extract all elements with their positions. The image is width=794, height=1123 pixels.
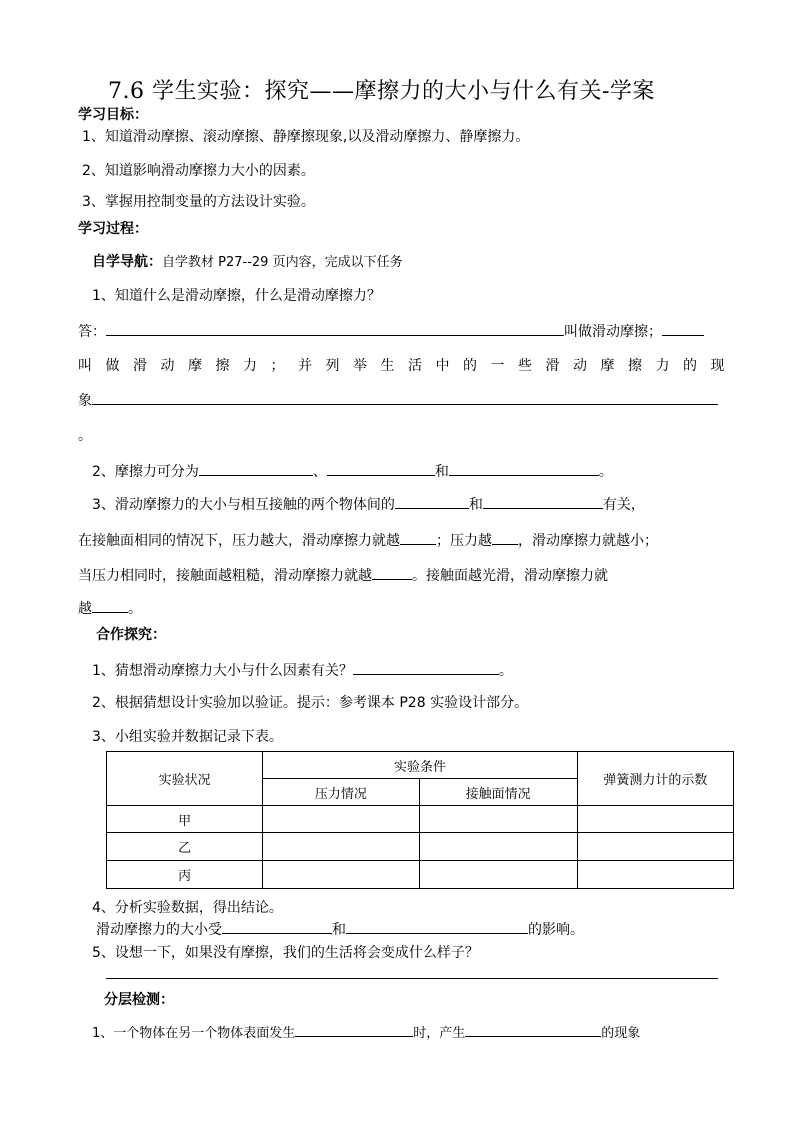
table-cell[interactable] (577, 861, 733, 889)
table-cell[interactable] (263, 806, 419, 833)
q3-end: 。 (128, 601, 142, 617)
layered-q1-a: 1、一个物体在另一个物体表面发生 (92, 1026, 296, 1041)
table-cell[interactable] (419, 806, 577, 833)
q3-blank-3[interactable] (400, 530, 436, 545)
called-friction-text: 叫做滑动摩擦； (564, 324, 662, 340)
q2-blank-2[interactable] (327, 461, 435, 476)
coop-q1 (92, 660, 513, 680)
coop-q5-answer-line[interactable] (106, 978, 718, 979)
goals-heading: 学习目标： (78, 107, 148, 123)
self-q1: 1、知道什么是滑动摩擦，什么是滑动摩擦力？ (92, 288, 381, 304)
coop-q2: 2、根据猜想设计实验加以验证。提示：参考课本 P28 实验设计部分。 (92, 695, 529, 711)
header-pressure: 压力情况 (263, 779, 419, 806)
q1-line2-text: 叫做滑动摩擦力；并列举生活中的一些滑动摩擦力的现 (78, 358, 738, 374)
coop-q4-conclusion (96, 919, 584, 939)
goal-item-1: 1、知道滑动摩擦、滚动摩擦、静摩擦现象,以及滑动摩擦力、静摩擦力。 (82, 129, 530, 145)
header-surface: 接触面情况 (419, 779, 577, 806)
table-cell[interactable] (577, 806, 733, 833)
q4-line-a: 滑动摩擦力的大小受 (96, 922, 222, 938)
coop-q1-blank[interactable] (353, 660, 499, 675)
coop-q4: 4、分析实验数据，得出结论。 (92, 900, 283, 916)
self-study-label: 自学导航： (92, 254, 162, 270)
spread-text (78, 355, 738, 375)
row-label: 甲 (107, 806, 263, 833)
layered-q1 (92, 1022, 640, 1041)
q3-related: 有关， (602, 497, 645, 513)
self-q1-answer-line (78, 321, 704, 341)
header-state: 实验状况 (107, 752, 263, 806)
q3-blank-1[interactable] (395, 494, 469, 509)
q3-l2-a: 在接触面相同的情况下，压力越大，滑动摩擦力就越 (78, 533, 400, 549)
table-cell[interactable] (419, 833, 577, 861)
table-row (107, 861, 734, 889)
q3-prefix: 3、滑动摩擦力的大小与相互接触的两个物体间的 (92, 497, 395, 513)
table-row (107, 806, 734, 833)
q4-effect: 的影响。 (528, 922, 584, 938)
page-title: 7.6 学生实验：探究——摩擦力的大小与什么有关-学案 (108, 79, 655, 104)
self-q1-line3 (78, 390, 718, 410)
coop-q3: 3、小组实验并数据记录下表。 (92, 729, 283, 745)
answer-prefix: 答： (78, 324, 106, 340)
q1-line3-prefix: 象 (78, 393, 92, 409)
q3-blank-6[interactable] (92, 598, 128, 613)
row-label: 丙 (107, 861, 263, 889)
goal-item-3: 3、掌握用控制变量的方法设计实验。 (82, 194, 315, 210)
layered-q1-blank-1[interactable] (295, 1022, 413, 1037)
self-study-guide (92, 251, 403, 271)
q2-sep1: 、 (312, 464, 327, 480)
layered-q1-c: 的现象 (601, 1026, 641, 1041)
self-q3-line3 (78, 565, 608, 585)
q2-sep2: 和 (434, 464, 449, 480)
self-q1-line2 (78, 355, 738, 375)
table-row (107, 833, 734, 861)
q2-prefix: 2、摩擦力可分为 (92, 464, 199, 480)
q3-and: 和 (468, 497, 483, 513)
header-conditions: 实验条件 (263, 752, 577, 779)
q4-blank-1[interactable] (222, 919, 332, 934)
coop-q1-text: 1、猜想滑动摩擦力大小与什么因素有关？ (92, 663, 353, 679)
q2-blank-3[interactable] (449, 461, 599, 476)
row-label: 乙 (107, 833, 263, 861)
process-heading: 学习过程： (78, 221, 148, 237)
q4-and: 和 (332, 922, 346, 938)
answer-blank-2[interactable] (662, 321, 704, 336)
q1-end-mark: 。 (78, 428, 92, 444)
header-reading: 弹簧测力计的示数 (577, 752, 733, 806)
q3-blank-5[interactable] (372, 565, 412, 580)
q2-blank-1[interactable] (199, 461, 313, 476)
coop-q5: 5、设想一下，如果没有摩擦，我们的生活将会变成什么样子？ (92, 945, 479, 961)
self-q2 (92, 461, 613, 481)
cooperation-heading: 合作探究： (96, 627, 166, 643)
goal-item-2: 2、知道影响滑动摩擦力大小的因素。 (82, 163, 315, 179)
self-q3-line1 (92, 494, 645, 514)
table-cell[interactable] (263, 833, 419, 861)
q3-l2-c: ，滑动摩擦力就越小； (518, 533, 658, 549)
q3-l2-b: ；压力越 (436, 533, 492, 549)
self-q3-line4 (78, 598, 142, 618)
q3-blank-4[interactable] (492, 530, 518, 545)
coop-q1-end: 。 (498, 663, 513, 679)
experiment-table (106, 751, 734, 889)
layered-heading: 分层检测： (104, 992, 174, 1008)
answer-blank-1[interactable] (106, 321, 564, 336)
q4-blank-2[interactable] (346, 919, 528, 934)
self-study-text: 自学教材 P27--29 页内容，完成以下任务 (162, 255, 403, 270)
q3-l3-a: 当压力相同时，接触面越粗糙，滑动摩擦力就越 (78, 568, 372, 584)
q2-end: 。 (598, 464, 613, 480)
table-cell[interactable] (419, 861, 577, 889)
q3-l4: 越 (78, 601, 92, 617)
layered-q1-blank-2[interactable] (465, 1022, 601, 1037)
self-q3-line2 (78, 530, 658, 550)
q3-l3-b: 。接触面越光滑，滑动摩擦力就 (412, 568, 608, 584)
q3-blank-2[interactable] (483, 494, 603, 509)
layered-q1-b: 时，产生 (413, 1026, 466, 1041)
phenomenon-blank[interactable] (92, 390, 718, 405)
table-cell[interactable] (577, 833, 733, 861)
table-cell[interactable] (263, 861, 419, 889)
